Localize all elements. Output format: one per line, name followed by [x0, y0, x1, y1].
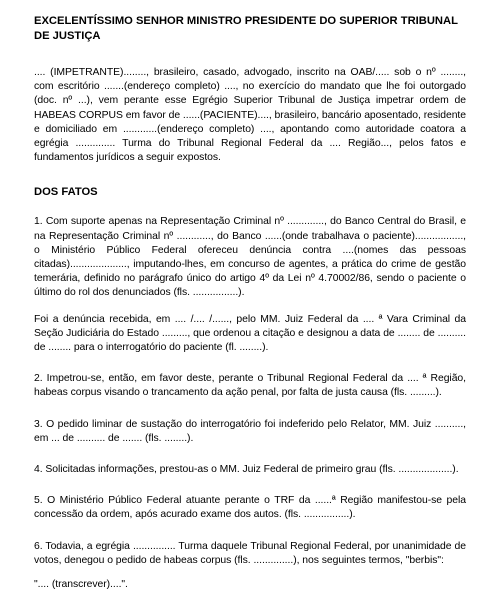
paragraph-transcription: ".... (transcrever)....". [34, 579, 128, 591]
document-page [34, 14, 466, 592]
paragraph-fato-5: 5. O Ministério Público Federal atuante perante o TRF da ......ª Região manifestou-se pela concessão da ordem, após acurado exame dos autos. (fls. ................). [34, 495, 466, 521]
paragraph-fato-2: 2. Impetrou-se, então, em favor deste, perante o Tribunal Regional Federal da .... ª Região, habeas corpus visando o trancamento da ação penal, por falta de justa causa (fls. .........). [34, 373, 466, 399]
section-heading-dos-fatos: DOS FATOS [34, 186, 98, 199]
paragraph-fato-1: 1. Com suporte apenas na Representação Criminal nº ............., do Banco Central do Brasil, e na Representação Criminal nº ............, do Banco ......(onde trabalhava o paciente)................., o Ministério Público Federal ofereceu denúncia contra ....(nomes das pessoas citadas)...................., imputando-lhes, em concurso de agentes, a prática do crime de gestão temerária, definido no parágrafo único do artigo 4º da Lei nº 4.70002/86, sendo o paciente o último do rol dos denunciados (fls. ................). [34, 216, 466, 299]
paragraph-fato-6: 6. Todavia, a egrégia ............... Turma daquele Tribunal Regional Federal, por unanimidade de votos, denegou o pedido de habeas corpus (fls. ..............), nos seguintes termos, "berbis": [34, 540, 466, 566]
paragraph-fato-3: 3. O pedido liminar de sustação do interrogatório foi indeferido pelo Relator, MM. Juiz .........., em ... de .......... de ....... (fls. ........). [34, 418, 466, 444]
intro-paragraph: .... (IMPETRANTE)........, brasileiro, casado, advogado, inscrito na OAB/..... sob o nº ........, com escritório .......(endereço completo) ...., no exercício do mandato que lhe foi outorgado (doc. nº ...), vem perante esse Egrégio Superior Tribunal de Justiça impetrar ordem de HABEAS CORPUS em favor de ......(PACIENTE)...., brasileiro, bancário aposentado, residente e domiciliado em ............(endereço completo) ...., apontando como autoridade coatora a egrégia .............. Turma do Tribunal Regional Federal da .... Região..., pelos fatos e fundamentos jurídicos a seguir expostos. [34, 67, 466, 164]
paragraph-denuncia-recebida: Foi a denúncia recebida, em .... /.... /......, pelo MM. Juiz Federal da .... ª Vara Criminal da Seção Judiciária do Estado ........., que ordenou a citação e designou a data de ........ de .......... de ........ para o interrogatório do paciente (fl. ........). [34, 313, 466, 354]
document-title: EXCELENTÍSSIMO SENHOR MINISTRO PRESIDENTE DO SUPERIOR TRIBUNAL DE JUSTIÇA [34, 15, 458, 42]
paragraph-fato-4: 4. Solicitadas informações, prestou-as o MM. Juiz Federal de primeiro grau (fls. ...................). [34, 464, 459, 476]
